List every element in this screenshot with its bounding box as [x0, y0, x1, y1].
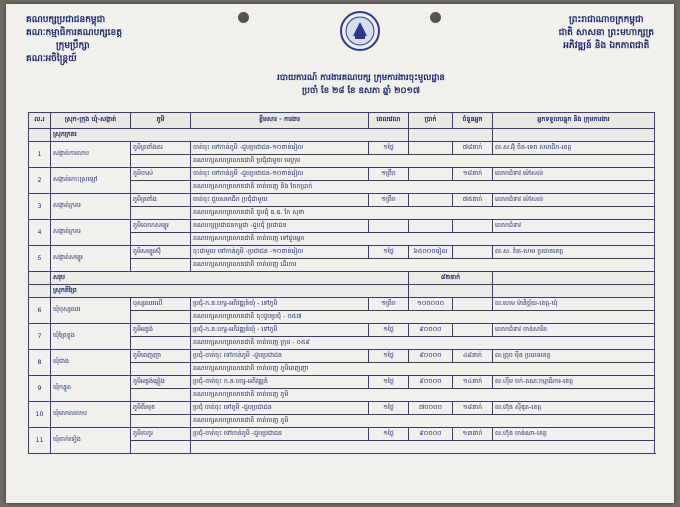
row-money: ៩០០០០	[409, 376, 453, 389]
row-number: 9	[29, 376, 51, 402]
row-lead: ល.ហ៊ីម ចក់-គណៈកម្មាធិការ-ខេត្ត	[493, 376, 655, 389]
col-header: ភូមិ	[131, 113, 191, 129]
row-content: ចាត់ចុះ ទៅកាន់ភូមិ -ជួបប្រជាជន-១០ពាន់រៀល	[191, 142, 369, 155]
row-content: ប្រជុំ-ចាត់ចុះ ទៅកាន់ភូមិ -ជួបប្រជាជន	[191, 428, 369, 441]
row-content: ប្រជុំ-ចាត់ចុះ ទៅកាន់ភូមិ -ជួបប្រជាជន	[191, 350, 369, 363]
section-count	[409, 129, 493, 142]
row-lead: លោកជំទាវ ម៉ៅសល់	[493, 168, 655, 181]
header-right	[559, 14, 654, 53]
row-money	[409, 194, 453, 207]
table-header-row	[29, 113, 655, 129]
row-people: ១៨នាក់	[453, 168, 493, 181]
row-commune: សង្កាត់សម្បូរ	[51, 246, 131, 272]
row-content-detail: គណបក្សសហព្រលានជាតិ ប្រជុំជាមួយ មេក្រុម	[191, 155, 655, 168]
row-village: ភូមិពេញញា	[131, 350, 191, 363]
table-row	[29, 142, 655, 155]
row-people	[453, 246, 493, 259]
row-commune: សង្កាត់ការលាប	[51, 142, 131, 168]
col-header: ល.រ	[29, 113, 51, 129]
row-village: ភូមិអន្លង់	[131, 324, 191, 337]
row-village: ភូមិត្រពាំង	[131, 194, 191, 207]
row-lead: លោកជំទាវ ចាន់សារិត	[493, 324, 655, 337]
row-content-detail: គណបក្សសហព្រលានជាតិ ចាត់ចេញ ភូមិ	[191, 389, 655, 402]
row-number: 2	[29, 168, 51, 194]
row-money: ៩០០០០	[409, 324, 453, 337]
row-content-detail: គណបក្សសហព្រលានជាតិ ជួបជុំ ឧ.ឧ. កែ សុខា	[191, 207, 655, 220]
punch-hole	[238, 12, 249, 23]
row-lead: លោកជំទាវ ម៉ៅសល់	[493, 194, 655, 207]
section-row	[29, 129, 655, 142]
section-name: សរុប	[51, 272, 409, 285]
col-header: ស្រុក-ក្រុង ឃុំ-សង្កាត់	[51, 113, 131, 129]
header-right-line2: ជាតិ សាសនា ព្រះមហាក្សត្រ	[558, 28, 654, 38]
table-body	[29, 129, 655, 454]
row-time: ១ថ្ងៃ	[369, 428, 409, 441]
table-row	[29, 298, 655, 311]
row-commune: សង្កាត់ក្រគរ	[51, 194, 131, 220]
row-money: ៩០០០០	[409, 350, 453, 363]
header-left-line2: គណៈកម្មាធិការគណបក្សខេត្ត	[26, 28, 122, 38]
row-content-detail: គណបក្សសហព្រលានជាតិ ចាត់ចេញ ភូមិពេញញា	[191, 363, 655, 376]
party-emblem-icon	[339, 10, 381, 52]
row-village: ភូមិអន្លង់ឆ្វៀង	[131, 376, 191, 389]
row-people: ៤៨នាក់	[453, 350, 493, 363]
row-number: 4	[29, 220, 51, 246]
row-time: ១ថ្ងៃ	[369, 350, 409, 363]
row-money: ៦៥០០០រៀល	[409, 246, 453, 259]
row-money: ៩០០០០	[409, 428, 453, 441]
row-time: ១ព្រឹក	[369, 194, 409, 207]
row-number: 8	[29, 350, 51, 376]
section-name: ស្រុកតីព្រៃ	[51, 285, 409, 298]
report-table	[28, 112, 655, 454]
row-people: ៧៥នាក់	[453, 194, 493, 207]
row-content: ប្រជុំ-ក.ន.បក្ស-អភិវឌ្ឍន៍ឃុំ - ទៅភូមិ	[191, 298, 369, 311]
table-row	[29, 220, 655, 233]
col-header: អ្នកទទួលបន្ទុក និង ក្រុមការងារ	[493, 113, 655, 129]
row-people: ១៤នាក់	[453, 376, 493, 389]
table-row	[29, 376, 655, 389]
row-people	[453, 220, 493, 233]
row-lead: លោកជំទាវ	[493, 220, 655, 233]
row-village: ភូមិចាស់	[131, 168, 191, 181]
row-commune: ឃុំកន្ទួត	[51, 376, 131, 402]
row-people	[453, 298, 493, 311]
section-name: ស្រុកក្រគរ	[51, 129, 409, 142]
header-left-line1: គណបក្សប្រជាជនកម្ពុជា	[26, 15, 106, 25]
row-money	[409, 168, 453, 181]
row-content-detail	[191, 441, 655, 454]
col-header: ពេលវេលា	[369, 113, 409, 129]
row-time	[369, 220, 409, 233]
row-number: 7	[29, 324, 51, 350]
col-header: ចំនួនអ្នក	[453, 113, 493, 129]
col-header: ប្រាក់	[409, 113, 453, 129]
row-number: 10	[29, 402, 51, 428]
row-time: ១ព្រឹក	[369, 298, 409, 311]
row-number: 11	[29, 428, 51, 454]
row-number: 3	[29, 194, 51, 220]
header-right-line1: ព្រះរាជាណាចក្រកម្ពុជា	[569, 15, 644, 25]
row-people	[453, 324, 493, 337]
table-row	[29, 246, 655, 259]
row-time: ១ថ្ងៃ	[369, 324, 409, 337]
row-content: ប្រជុំ ចាត់ចុះ ទៅភូមិ -ជួបប្រជាជន	[191, 402, 369, 415]
report-title-line2: ប្រចាំ ខែ ២៨ ខែ ឧសភា ឆ្នាំ ២០១៧	[302, 86, 420, 96]
row-number: 1	[29, 142, 51, 168]
row-time: ១ព្រឹក	[369, 168, 409, 181]
section-row	[29, 285, 655, 298]
table-row	[29, 194, 655, 207]
row-content: គណបក្សប្រជាជនកម្ពុជា -ជួបជុំ ប្រជាជន	[191, 220, 369, 233]
row-content-detail: គណបក្សសហព្រលានជាតិ ចាត់ចេញ ទៅជួបអ្នក	[191, 233, 655, 246]
row-commune: ឃុំតាក់ទៀង	[51, 428, 131, 454]
row-people: ៧៨នាក់	[453, 142, 493, 155]
row-village: ភូមិតាកូរ	[131, 428, 191, 441]
row-content: ចាត់ចុះ ជួបសមាជិក ប្រជុំជាមួយ	[191, 194, 369, 207]
row-time: ១ថ្ងៃ	[369, 246, 409, 259]
table-row	[29, 350, 655, 363]
header-left	[26, 14, 122, 66]
row-lead: ល.ស. វ៉ាត-ហេម ប្រធានខេត្ត	[493, 246, 655, 259]
header-left-line4: គណៈអចិន្ត្រៃយ៍	[26, 54, 77, 64]
header-right-line3: អភិវឌ្ឍន៍ និង ឯកភាពជាតិ	[563, 41, 650, 51]
section-count	[409, 285, 493, 298]
row-lead: ល.ព្រុច ម៉ឺន ប្រធានខេត្ត	[493, 350, 655, 363]
section-count: ៨២នាក់	[409, 272, 493, 285]
row-lead: ល.ស.អ៊ុំ ចិន-ទេព សមាជិក-ខេត្ត	[493, 142, 655, 155]
row-content-detail: គណបក្សសហព្រលានជាតិ ចាត់ចេញ និង ចែកប្រាក់	[191, 181, 655, 194]
col-header: ខ្លឹមសារ - ការងារ	[191, 113, 369, 129]
row-number: 5	[29, 246, 51, 272]
row-village: ភូមិសម្បូរស៊ុំ	[131, 246, 191, 259]
row-commune: ឃុំលោលលាប	[51, 402, 131, 428]
row-content-detail: គណបក្សសហព្រលានជាតិ ចុះជួបប្រជុំ - ០៥៧	[191, 311, 655, 324]
row-commune: ឃុំបុស្សឈរ	[51, 298, 131, 324]
punch-hole	[430, 12, 441, 23]
row-time: ១ថ្ងៃ	[369, 402, 409, 415]
row-time: ១ថ្ងៃ	[369, 376, 409, 389]
row-people: ១៣នាក់	[453, 428, 493, 441]
table-row	[29, 324, 655, 337]
row-village: ភូមិលោកសម្បូរ	[131, 220, 191, 233]
row-content-detail: គណបក្សសហព្រលានជាតិ ចាត់ចេញ ក្រុម - ០៥៩	[191, 337, 655, 350]
row-time: ១ថ្ងៃ	[369, 142, 409, 155]
row-content-detail: គណបក្សសហព្រលានជាតិ ចាត់ចេញ ដើរការ	[191, 259, 655, 272]
row-content: ប្រជុំ-ចាត់ចុះ ក.ន.បក្ស-អភិវឌ្ឍន៍	[191, 376, 369, 389]
row-money	[409, 220, 453, 233]
row-commune: សង្កាត់ក្រគរ	[51, 220, 131, 246]
row-content: ប្រជុំ-ក.ន.បក្ស-អភិវឌ្ឍន៍ឃុំ - ទៅភូមិ	[191, 324, 369, 337]
table-row	[29, 428, 655, 441]
row-lead: ល.ហ៊ុន ចាន់ណា-ខេត្ត	[493, 428, 655, 441]
row-village: បុស្សឈរលើ	[131, 298, 191, 311]
row-lead: ល.ហ៊ុន ស៊ីឌុត-ខេត្ត	[493, 402, 655, 415]
row-people: ១៨នាក់	[453, 402, 493, 415]
row-commune: ឃុំជាង	[51, 350, 131, 376]
row-village: ភូមិពីរមុខ	[131, 402, 191, 415]
row-content-detail: គណបក្សសហព្រលានជាតិ ចាត់ចេញ ភូមិ	[191, 415, 655, 428]
row-money: ៧០០០០	[409, 402, 453, 415]
table-row	[29, 402, 655, 415]
row-content: ចុះជាមួយ ទៅកាន់ភូមិ -ប្រជាជន -១០ពាន់រៀល	[191, 246, 369, 259]
report-title	[206, 72, 516, 98]
section-row	[29, 272, 655, 285]
report-title-line1: របាយការណ៍ ការងារគណបក្ស ក្រុមការងារចុះមូលដ្ឋាន	[277, 73, 445, 83]
document-sheet	[6, 4, 674, 503]
row-commune: ឃុំព្រៃខ្លុង	[51, 324, 131, 350]
row-number: 6	[29, 298, 51, 324]
row-village: ភូមិត្រពាំងគរ	[131, 142, 191, 155]
table-row	[29, 168, 655, 181]
row-money: ១០០០០០	[409, 298, 453, 311]
row-commune: សង្កាត់កោះស្រឡៅ	[51, 168, 131, 194]
header-left-line3: ក្រុមប្រឹក្សា	[56, 41, 90, 51]
row-content: ចាត់ចុះ ទៅកាន់ភូមិ -ជួបប្រជាជន-១០ពាន់រៀល	[191, 168, 369, 181]
row-money	[409, 142, 453, 155]
row-lead: ល.ហេម ម៉ានិច្ឆ័យ-ខេត្ត-ឃុំ	[493, 298, 655, 311]
